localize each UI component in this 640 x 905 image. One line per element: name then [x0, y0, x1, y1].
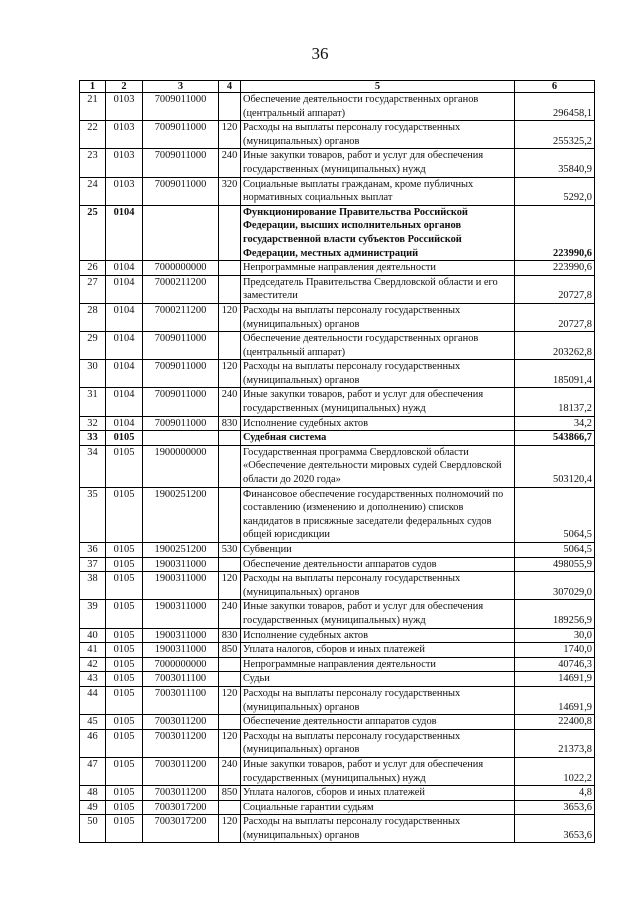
table-row [80, 275, 595, 303]
amount-cell: 307029,0 [515, 572, 595, 600]
target-article-cell: 1900251200 [143, 487, 219, 542]
table-row [80, 431, 595, 446]
section-code-cell: 0103 [106, 149, 143, 177]
section-code-cell: 0105 [106, 628, 143, 643]
section-code-cell: 0105 [106, 487, 143, 542]
expense-type-cell [219, 557, 241, 572]
item-name-cell: Расходы на выплаты персоналу государственных (муниципальных) органов [241, 815, 515, 843]
item-name-cell: Уплата налогов, сборов и иных платежей [241, 643, 515, 658]
row-number-cell: 32 [80, 416, 106, 431]
amount-cell: 255325,2 [515, 121, 595, 149]
header-col-4: 4 [219, 81, 241, 93]
section-code-cell: 0105 [106, 786, 143, 801]
target-article-cell: 7009011000 [143, 93, 219, 121]
section-code-cell: 0105 [106, 543, 143, 558]
target-article-cell: 7003017200 [143, 815, 219, 843]
item-name-cell: Обеспечение деятельности аппаратов судов [241, 715, 515, 730]
item-name-cell: Обеспечение деятельности государственных органов (центральный аппарат) [241, 93, 515, 121]
row-number-cell: 42 [80, 657, 106, 672]
section-code-cell: 0104 [106, 275, 143, 303]
expense-type-cell [219, 205, 241, 260]
row-number-cell: 47 [80, 757, 106, 785]
amount-cell: 18137,2 [515, 388, 595, 416]
section-code-cell: 0105 [106, 686, 143, 714]
row-number-cell: 28 [80, 303, 106, 331]
target-article-cell: 7009011000 [143, 360, 219, 388]
header-col-6: 6 [515, 81, 595, 93]
table-row [80, 360, 595, 388]
section-code-cell: 0105 [106, 557, 143, 572]
section-code-cell: 0104 [106, 416, 143, 431]
target-article-cell: 7009011000 [143, 332, 219, 360]
expense-type-cell: 240 [219, 600, 241, 628]
amount-cell: 22400,8 [515, 715, 595, 730]
item-name-cell: Социальные гарантии судьям [241, 800, 515, 815]
section-code-cell: 0105 [106, 757, 143, 785]
item-name-cell: Обеспечение деятельности государственных органов (центральный аппарат) [241, 332, 515, 360]
table-row [80, 93, 595, 121]
item-name-cell: Государственная программа Свердловской области «Обеспечение деятельности мировых судей Свердловской области до 2020 года» [241, 445, 515, 487]
amount-cell: 498055,9 [515, 557, 595, 572]
target-article-cell: 1900251200 [143, 543, 219, 558]
amount-cell: 5064,5 [515, 543, 595, 558]
table-row [80, 149, 595, 177]
table-row [80, 445, 595, 487]
row-number-cell: 43 [80, 672, 106, 687]
item-name-cell: Расходы на выплаты персоналу государственных (муниципальных) органов [241, 729, 515, 757]
section-code-cell: 0105 [106, 657, 143, 672]
item-name-cell: Иные закупки товаров, работ и услуг для обеспечения государственных (муниципальных) нужд [241, 600, 515, 628]
expense-type-cell: 240 [219, 388, 241, 416]
table-row [80, 205, 595, 260]
target-article-cell: 7003011200 [143, 786, 219, 801]
header-col-1: 1 [80, 81, 106, 93]
expense-type-cell [219, 431, 241, 446]
expense-type-cell: 120 [219, 572, 241, 600]
row-number-cell: 22 [80, 121, 106, 149]
amount-cell: 1022,2 [515, 757, 595, 785]
amount-cell: 35840,9 [515, 149, 595, 177]
section-code-cell: 0104 [106, 205, 143, 260]
row-number-cell: 36 [80, 543, 106, 558]
expense-type-cell: 120 [219, 121, 241, 149]
expense-type-cell [219, 715, 241, 730]
table-row [80, 715, 595, 730]
section-code-cell: 0104 [106, 303, 143, 331]
target-article-cell: 1900000000 [143, 445, 219, 487]
item-name-cell: Субвенции [241, 543, 515, 558]
amount-cell: 503120,4 [515, 445, 595, 487]
item-name-cell: Уплата налогов, сборов и иных платежей [241, 786, 515, 801]
expense-type-cell [219, 93, 241, 121]
amount-cell: 20727,8 [515, 275, 595, 303]
section-code-cell: 0105 [106, 643, 143, 658]
table-row [80, 686, 595, 714]
target-article-cell: 7003011200 [143, 715, 219, 730]
target-article-cell: 7009011000 [143, 121, 219, 149]
target-article-cell: 7009011000 [143, 388, 219, 416]
target-article-cell: 7000000000 [143, 261, 219, 276]
table-row [80, 628, 595, 643]
row-number-cell: 50 [80, 815, 106, 843]
table-row [80, 487, 595, 542]
target-article-cell: 1900311000 [143, 628, 219, 643]
item-name-cell: Иные закупки товаров, работ и услуг для обеспечения государственных (муниципальных) нужд [241, 149, 515, 177]
target-article-cell: 1900311000 [143, 600, 219, 628]
expense-type-cell: 850 [219, 786, 241, 801]
table-row [80, 657, 595, 672]
row-number-cell: 31 [80, 388, 106, 416]
target-article-cell [143, 431, 219, 446]
amount-cell: 21373,8 [515, 729, 595, 757]
table-header-row [80, 81, 595, 93]
table-row [80, 757, 595, 785]
item-name-cell: Непрограммные направления деятельности [241, 261, 515, 276]
target-article-cell: 7003011100 [143, 686, 219, 714]
table-row [80, 416, 595, 431]
row-number-cell: 30 [80, 360, 106, 388]
section-code-cell: 0103 [106, 121, 143, 149]
section-code-cell: 0104 [106, 388, 143, 416]
item-name-cell: Иные закупки товаров, работ и услуг для обеспечения государственных (муниципальных) нужд [241, 757, 515, 785]
amount-cell: 5064,5 [515, 487, 595, 542]
table-row [80, 815, 595, 843]
row-number-cell: 25 [80, 205, 106, 260]
expense-type-cell: 120 [219, 360, 241, 388]
amount-cell: 14691,9 [515, 672, 595, 687]
item-name-cell: Непрограммные направления деятельности [241, 657, 515, 672]
expense-type-cell: 830 [219, 416, 241, 431]
target-article-cell: 7003011200 [143, 729, 219, 757]
section-code-cell: 0105 [106, 672, 143, 687]
expense-type-cell [219, 487, 241, 542]
expense-type-cell [219, 445, 241, 487]
section-code-cell: 0105 [106, 729, 143, 757]
target-article-cell: 7009011000 [143, 416, 219, 431]
item-name-cell: Обеспечение деятельности аппаратов судов [241, 557, 515, 572]
table-row [80, 261, 595, 276]
amount-cell: 543866,7 [515, 431, 595, 446]
page-number: 36 [311, 44, 329, 63]
target-article-cell: 7000211200 [143, 275, 219, 303]
item-name-cell: Исполнение судебных актов [241, 628, 515, 643]
row-number-cell: 33 [80, 431, 106, 446]
table-row [80, 600, 595, 628]
section-code-cell: 0105 [106, 815, 143, 843]
row-number-cell: 23 [80, 149, 106, 177]
row-number-cell: 44 [80, 686, 106, 714]
item-name-cell: Расходы на выплаты персоналу государственных (муниципальных) органов [241, 360, 515, 388]
item-name-cell: Исполнение судебных актов [241, 416, 515, 431]
amount-cell: 30,0 [515, 628, 595, 643]
expense-type-cell [219, 672, 241, 687]
item-name-cell: Судебная система [241, 431, 515, 446]
row-number-cell: 40 [80, 628, 106, 643]
expense-type-cell [219, 657, 241, 672]
row-number-cell: 35 [80, 487, 106, 542]
expense-type-cell: 240 [219, 757, 241, 785]
row-number-cell: 26 [80, 261, 106, 276]
table-row [80, 388, 595, 416]
item-name-cell: Председатель Правительства Свердловской области и его заместители [241, 275, 515, 303]
amount-cell: 223990,6 [515, 205, 595, 260]
target-article-cell: 1900311000 [143, 643, 219, 658]
row-number-cell: 38 [80, 572, 106, 600]
amount-cell: 1740,0 [515, 643, 595, 658]
table-row [80, 121, 595, 149]
section-code-cell: 0105 [106, 600, 143, 628]
row-number-cell: 39 [80, 600, 106, 628]
target-article-cell: 7000000000 [143, 657, 219, 672]
item-name-cell: Судьи [241, 672, 515, 687]
table-row [80, 643, 595, 658]
header-col-5: 5 [241, 81, 515, 93]
table-row [80, 672, 595, 687]
section-code-cell: 0105 [106, 800, 143, 815]
amount-cell: 34,2 [515, 416, 595, 431]
target-article-cell: 7009011000 [143, 177, 219, 205]
item-name-cell: Иные закупки товаров, работ и услуг для обеспечения государственных (муниципальных) нужд [241, 388, 515, 416]
expense-type-cell: 320 [219, 177, 241, 205]
row-number-cell: 37 [80, 557, 106, 572]
table-body [80, 93, 595, 843]
amount-cell: 40746,3 [515, 657, 595, 672]
expense-type-cell [219, 275, 241, 303]
section-code-cell: 0105 [106, 572, 143, 600]
item-name-cell: Расходы на выплаты персоналу государственных (муниципальных) органов [241, 121, 515, 149]
table-row [80, 543, 595, 558]
section-code-cell: 0105 [106, 431, 143, 446]
table-row [80, 729, 595, 757]
item-name-cell: Финансовое обеспечение государственных полномочий по составлению (изменению и дополнению) списков кандидатов в присяжные заседатели федеральных судов общей юрисдикции [241, 487, 515, 542]
header-col-3: 3 [143, 81, 219, 93]
table-row [80, 303, 595, 331]
section-code-cell: 0104 [106, 360, 143, 388]
target-article-cell: 7003017200 [143, 800, 219, 815]
table-row [80, 786, 595, 801]
expense-type-cell: 120 [219, 686, 241, 714]
target-article-cell: 7009011000 [143, 149, 219, 177]
section-code-cell: 0104 [106, 332, 143, 360]
expense-type-cell [219, 800, 241, 815]
row-number-cell: 27 [80, 275, 106, 303]
amount-cell: 3653,6 [515, 815, 595, 843]
target-article-cell: 1900311000 [143, 557, 219, 572]
amount-cell: 223990,6 [515, 261, 595, 276]
header-col-2: 2 [106, 81, 143, 93]
expense-type-cell: 830 [219, 628, 241, 643]
row-number-cell: 48 [80, 786, 106, 801]
expense-type-cell: 240 [219, 149, 241, 177]
row-number-cell: 34 [80, 445, 106, 487]
section-code-cell: 0104 [106, 261, 143, 276]
target-article-cell [143, 205, 219, 260]
section-code-cell: 0103 [106, 177, 143, 205]
target-article-cell: 7000211200 [143, 303, 219, 331]
amount-cell: 296458,1 [515, 93, 595, 121]
target-article-cell: 1900311000 [143, 572, 219, 600]
expense-type-cell [219, 332, 241, 360]
table-row [80, 177, 595, 205]
row-number-cell: 41 [80, 643, 106, 658]
target-article-cell: 7003011200 [143, 757, 219, 785]
amount-cell: 185091,4 [515, 360, 595, 388]
budget-table [79, 80, 595, 843]
table-row [80, 332, 595, 360]
item-name-cell: Расходы на выплаты персоналу государственных (муниципальных) органов [241, 303, 515, 331]
item-name-cell: Расходы на выплаты персоналу государственных (муниципальных) органов [241, 572, 515, 600]
item-name-cell: Социальные выплаты гражданам, кроме публичных нормативных социальных выплат [241, 177, 515, 205]
amount-cell: 20727,8 [515, 303, 595, 331]
amount-cell: 4,8 [515, 786, 595, 801]
row-number-cell: 45 [80, 715, 106, 730]
expense-type-cell: 120 [219, 729, 241, 757]
row-number-cell: 46 [80, 729, 106, 757]
amount-cell: 189256,9 [515, 600, 595, 628]
table-row [80, 800, 595, 815]
expense-type-cell: 120 [219, 303, 241, 331]
section-code-cell: 0105 [106, 445, 143, 487]
expense-type-cell: 850 [219, 643, 241, 658]
expense-type-cell: 530 [219, 543, 241, 558]
amount-cell: 14691,9 [515, 686, 595, 714]
amount-cell: 3653,6 [515, 800, 595, 815]
amount-cell: 5292,0 [515, 177, 595, 205]
item-name-cell: Расходы на выплаты персоналу государственных (муниципальных) органов [241, 686, 515, 714]
section-code-cell: 0105 [106, 715, 143, 730]
section-code-cell: 0103 [106, 93, 143, 121]
amount-cell: 203262,8 [515, 332, 595, 360]
table-row [80, 557, 595, 572]
row-number-cell: 24 [80, 177, 106, 205]
expense-type-cell [219, 261, 241, 276]
table-row [80, 572, 595, 600]
row-number-cell: 49 [80, 800, 106, 815]
row-number-cell: 29 [80, 332, 106, 360]
target-article-cell: 7003011100 [143, 672, 219, 687]
expense-type-cell: 120 [219, 815, 241, 843]
item-name-cell: Функционирование Правительства Российской Федерации, высших исполнительных органов государственной власти субъектов Российской Федерации, местных администраций [241, 205, 515, 260]
row-number-cell: 21 [80, 93, 106, 121]
